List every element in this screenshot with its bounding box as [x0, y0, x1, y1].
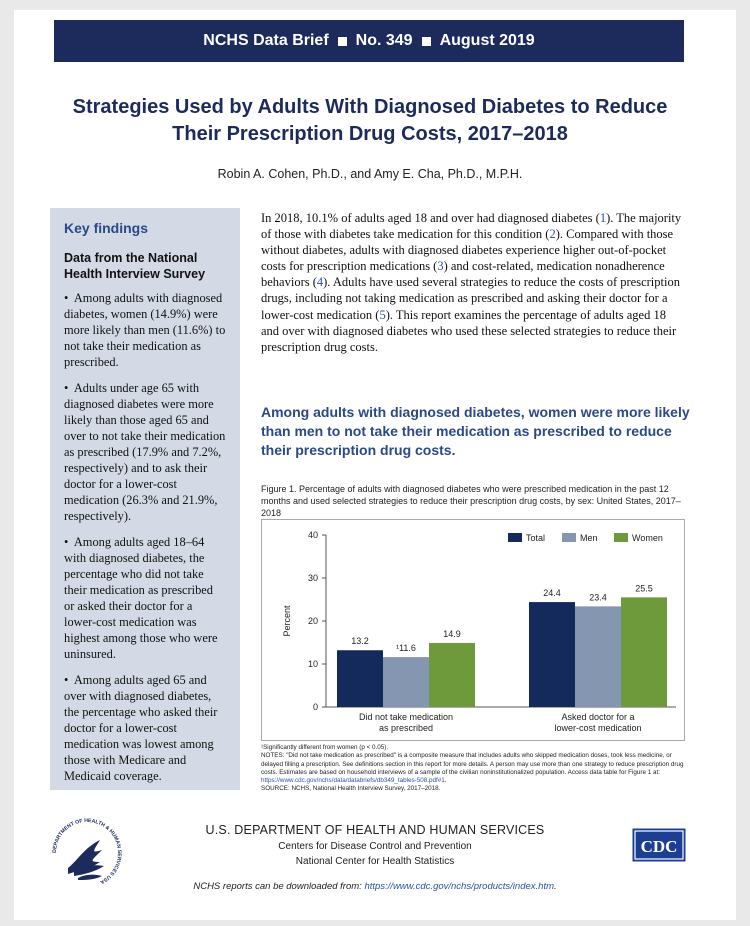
y-tick-label: 0 [312, 702, 318, 712]
bar-women [429, 643, 475, 707]
reference-link-2[interactable]: 2 [549, 227, 556, 242]
category-label: lower-cost medication [554, 723, 642, 733]
square-bullet-icon [422, 37, 431, 46]
cdc-logo [632, 828, 686, 862]
y-tick-label: 30 [307, 573, 318, 583]
methods-note: NOTES: "Did not take medication as prescribed" is a composite measure that includes adults who skipped medication doses, took less medicine, or delayed filling a prescription. See definitions section in this report for more details. A person may use more than one strategy to reduce prescription drug costs. Estimates are based on household interviews of a sample of the civilian noninstitutionalized population. Access data table for Figure 1 at: https://www.cdc.gov/nchs/data/databriefs/db349_tables-508.pdf#1. [261, 752, 684, 785]
banner-date: August 2019 [439, 32, 535, 49]
cdc-logo-text: CDC [640, 837, 678, 856]
source-note: SOURCE: NCHS, National Health Interview Survey, 2017–2018. [261, 785, 441, 793]
bar-chart [262, 520, 684, 740]
y-axis-label: Percent [282, 605, 292, 637]
banner-number: No. 349 [355, 32, 413, 49]
data-table-link[interactable]: https://www.cdc.gov/nchs/data/databriefs/db349_tables-508.pdf#1 [261, 777, 445, 785]
figure-caption: Figure 1. Percentage of adults with diagnosed diabetes who were prescribed medication in the past 12 months and used selected strategies to reduce their prescription drug costs, by sex: United States, 2017–2018 [261, 484, 681, 518]
bar-total [337, 650, 383, 707]
nchs-products-link[interactable]: https://www.cdc.gov/nchs/products/index.htm [364, 881, 554, 892]
bar-men [383, 657, 429, 707]
data-label: 13.2 [351, 636, 369, 647]
hhs-seal-text: DEPARTMENT OF HEALTH & HUMAN SERVICES USA [51, 817, 123, 885]
legend-swatch [614, 533, 628, 542]
reference-link-1[interactable]: 1 [599, 211, 607, 225]
key-finding-item: • Among adults aged 65 and over with diagnosed diabetes, the percentage who asked their doctor for a lower-cost medication was lowest among those with Medicare and Medicaid coverage. [64, 673, 218, 783]
report-title: Strategies Used by Adults With Diagnosed Diabetes to Reduce Their Prescription Drug Costs, 2017–2018 [72, 96, 668, 145]
key-finding-item: • Among adults with diagnosed diabetes, women (14.9%) were more likely than men (11.6%) to not take their medication as prescribed. [64, 291, 226, 369]
key-findings-heading: Key findings [64, 220, 149, 236]
nchs-name: National Center for Health Statistics [295, 856, 455, 867]
bar-men [575, 606, 621, 707]
category-label: as prescribed [378, 723, 434, 733]
key-finding-item: • Among adults aged 18–64 with diagnosed diabetes, the percentage who did not take their medication as prescribed or asked their doctor for a lower-cost medication was highest among those who were uninsured. [64, 535, 218, 661]
category-label: Did not take medication [358, 712, 454, 722]
reference-link-5[interactable]: 5 [379, 307, 386, 322]
key-findings-sidebar [50, 208, 240, 790]
figure-1-chart [261, 519, 685, 741]
data-label: 25.5 [635, 583, 653, 594]
y-tick-label: 20 [307, 616, 318, 626]
legend-label: Women [632, 533, 663, 543]
category-label: Asked doctor for a [561, 712, 635, 722]
y-tick-label: 10 [307, 659, 318, 669]
hhs-department-name: U.S. DEPARTMENT OF HEALTH AND HUMAN SERVICES [205, 823, 545, 837]
square-bullet-icon [338, 37, 347, 46]
bar-total [529, 602, 575, 707]
reference-link-3[interactable]: 3 [437, 259, 444, 274]
key-statement: Among adults with diagnosed diabetes, women were more likely than men to not take their medication as prescribed to reduce their prescription drug costs. [261, 404, 690, 458]
report-authors: Robin A. Cohen, Ph.D., and Amy E. Cha, Ph.D., M.P.H. [217, 167, 523, 181]
bar-women [621, 597, 667, 707]
legend-swatch [562, 533, 576, 542]
key-findings-subheading: Data from the National Health Interview Survey [64, 251, 206, 281]
legend-label: Total [526, 533, 546, 543]
data-label: 24.4 [543, 588, 561, 599]
legend-swatch [508, 533, 522, 542]
intro-paragraph: In 2018, 10.1% of adults aged 18 and over had diagnosed diabetes (1). The majority of those with diabetes take medication for this condition (2). Compared with those without diabetes, adults with diagnosed diabetes experience higher out-of-pocket costs for prescription medications (3) and cost-related, medication nonadherence behaviors (4). Adults have used several strategies to reduce the costs of prescription drugs, including not taking medication as prescribed and asking their doctor for a lower-cost medication (5). This report examines the percentage of adults aged 18 and over with diagnosed diabetes who used these selected strategies to reduce their prescription drug costs. [261, 211, 682, 354]
banner-series: NCHS Data Brief [203, 32, 329, 49]
download-note: NCHS reports can be downloaded from: https://www.cdc.gov/nchs/products/index.htm. [193, 881, 557, 892]
data-brief-banner [54, 20, 684, 62]
cdc-name: Centers for Disease Control and Prevention [278, 841, 472, 852]
data-label: 23.4 [589, 592, 607, 603]
key-finding-item: • Adults under age 65 with diagnosed diabetes were more likely than those aged 65 and over to not take their medication as prescribed (17.9% and 7.2%, respectively) and to ask their doctor for a lower-cost medication (26.3% and 21.9%, respectively). [64, 381, 226, 523]
y-tick-label: 40 [307, 530, 318, 540]
reference-link-4[interactable]: 4 [316, 275, 324, 290]
figure-notes [261, 744, 689, 794]
legend-label: Men [580, 533, 598, 543]
data-label: 14.9 [443, 628, 461, 639]
footer-organization [160, 823, 590, 867]
significance-note: ¹Significantly different from women (p < 0.05). [261, 744, 389, 751]
data-label: ¹11.6 [396, 643, 416, 654]
